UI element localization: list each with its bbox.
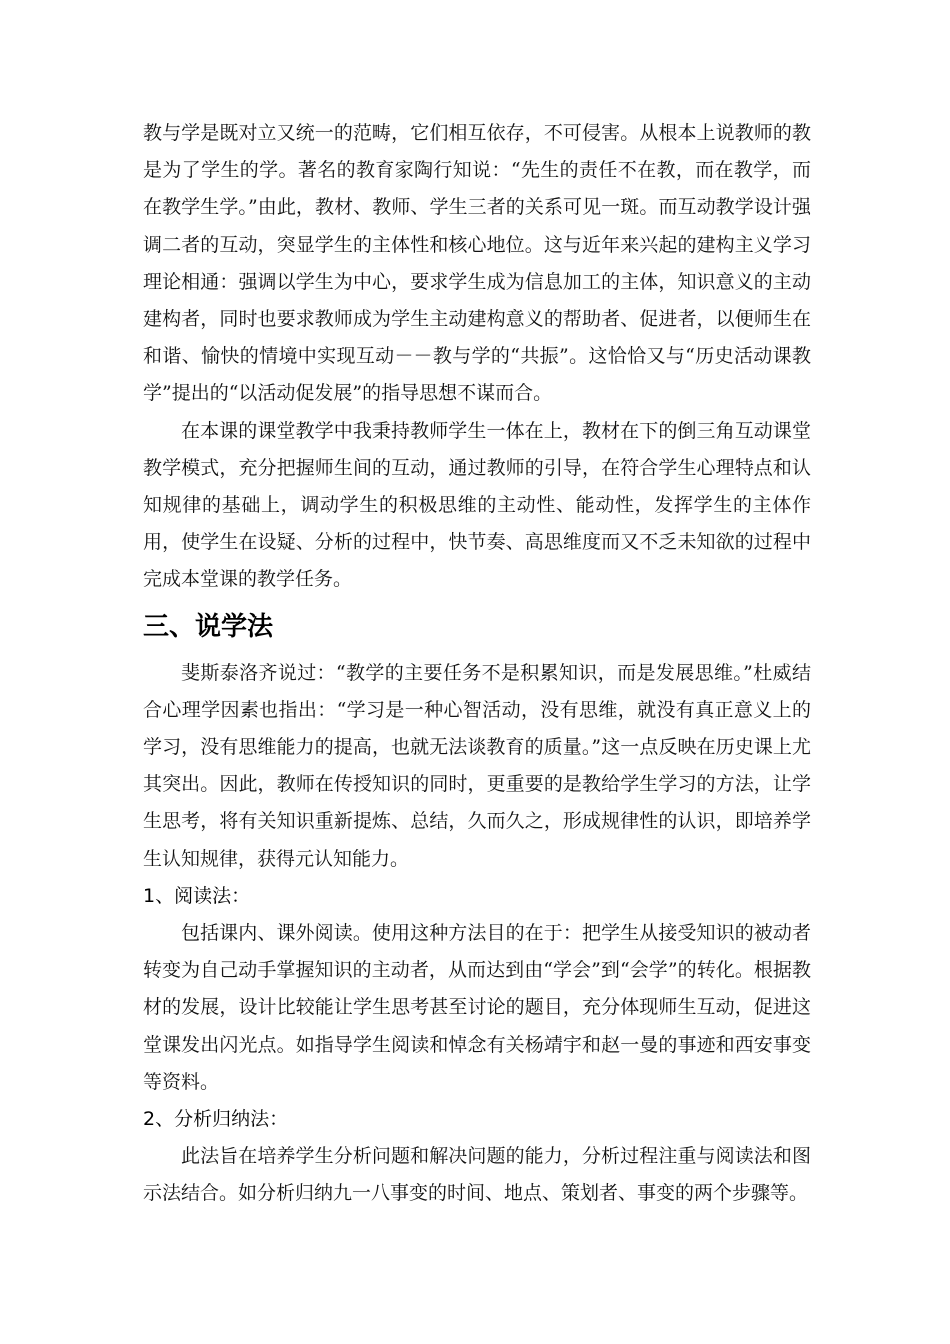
paragraph-reading-method: 包括课内、课外阅读。使用这种方法目的在于：把学生从接受知识的被动者转变为自己动手掌握知识的主动者，从而达到由“学会”到“会学”的转化。根据教材的发展，设计比较能让学生思考甚至讨论的题目，充分体现师生互动，促进这堂课发出闪光点。如指导学生阅读和悼念有关杨靖宇和赵一曼的事迹和西安事变等资料。 [143,922,811,1093]
paragraph-learning-intro: 斐斯泰洛齐说过：“教学的主要任务不是积累知识，而是发展思维。”杜威结合心理学因素也指出：“学习是一种心智活动，没有思维，就没有真正意义上的学习，没有思维能力的提高，也就无法谈教育的质量。”这一点反映在历史课上尤其突出。因此，教师在传授知识的同时，更重要的是教给学生学习的方法，让学生思考，将有关知识重新提炼、总结，久而久之，形成规律性的认识，即培养学生认知规律，获得元认知能力。 [143,661,811,870]
section-heading-learning-methods: 三、说学法 [143,611,274,642]
paragraph-teaching-mode: 在本课的课堂教学中我秉持教师学生一体在上，教材在下的倒三角互动课堂教学模式，充分把握师生间的互动，通过教师的引导，在符合学生心理特点和认知规律的基础上，调动学生的积极思维的主动性、能动性，发挥学生的主体作用，使学生在设疑、分析的过程中，快节奏、高思维度而又不乏未知欲的过程中完成本堂课的教学任务。 [143,419,811,591]
document-page [143,115,811,1213]
paragraph-teaching-relation: 教与学是既对立又统一的范畴，它们相互依存，不可侵害。从根本上说教师的教是为了学生的学。著名的教育家陶行知说：“先生的责任不在教，而在教学，而在教学生学。”由此，教材、教师、学生三者的关系可见一斑。而互动教学设计强调二者的互动，突显学生的主体性和核心地位。这与近年来兴起的建构主义学习理论相通：强调以学生为中心，要求学生成为信息加工的主体，知识意义的主动建构者，同时也要求教师成为学生主动建构意义的帮助者、促进者，以便师生在和谐、愉快的情境中实现互动－－教与学的“共振”。这恰恰又与“历史活动课教学”提出的“以活动促发展”的指导思想不谋而合。 [143,122,811,405]
subheading-analysis-method: 2、分析归纳法： [143,1108,289,1131]
paragraph-analysis-method: 此法旨在培养学生分析问题和解决问题的能力，分析过程注重与阅读法和图示法结合。如分析归纳九一八事变的时间、地点、策划者、事变的两个步骤等。 [143,1145,811,1205]
subheading-reading-method: 1、阅读法： [143,884,251,907]
